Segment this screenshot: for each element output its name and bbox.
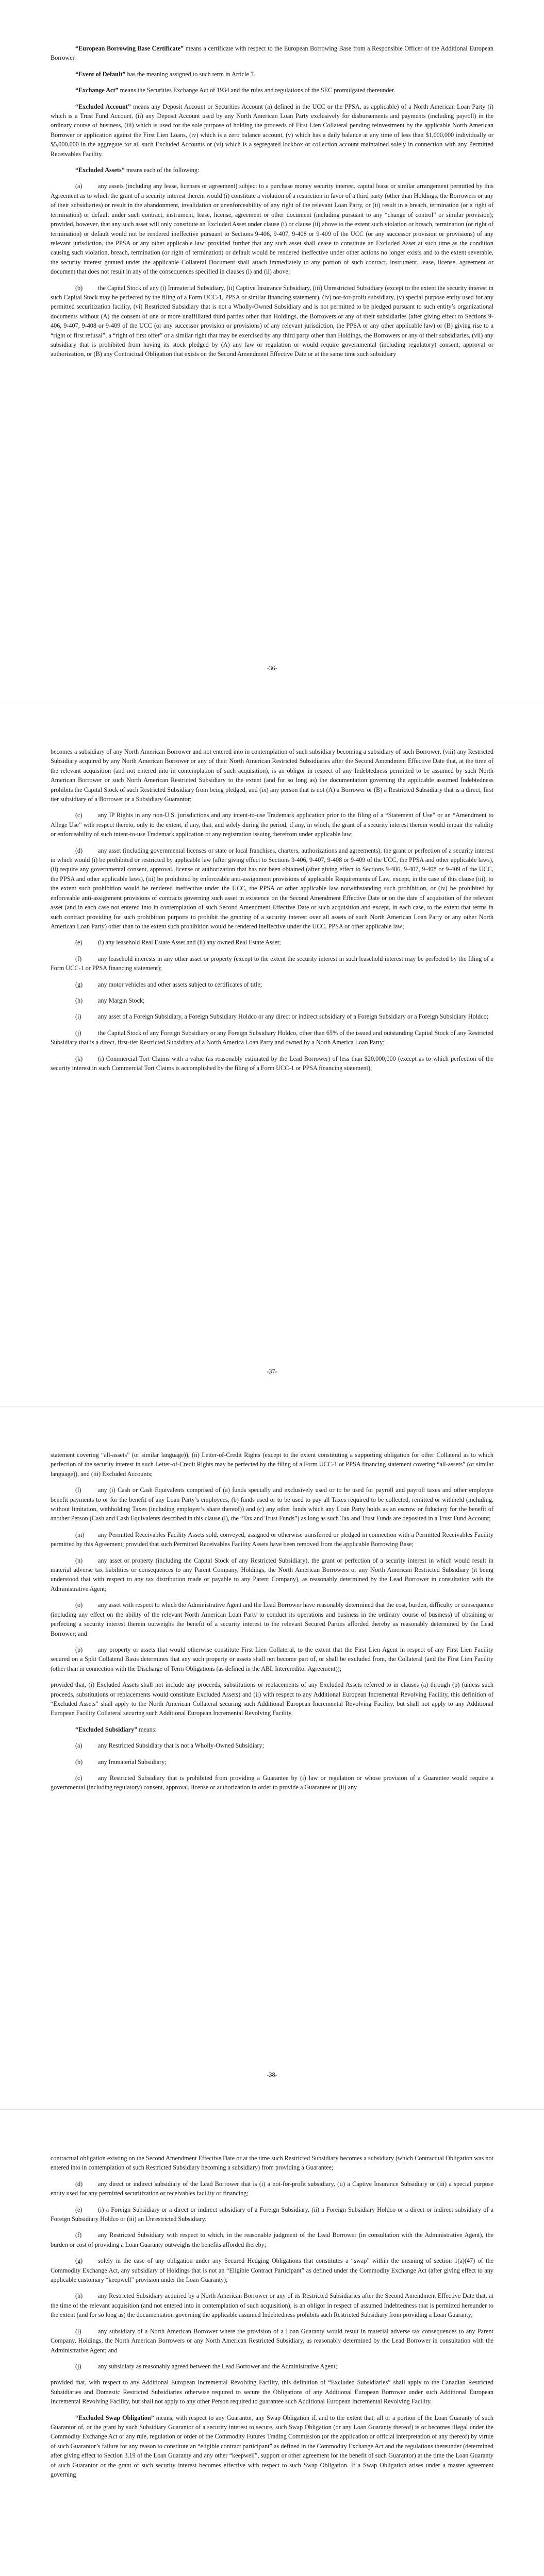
item-text: any subsidiary as reasonably agreed between the Lead Borrower and the Administrative Agent; bbox=[98, 2362, 337, 2370]
item-text: any direct or indirect subsidiary of the Lead Borrower that is (i) a not-for-profit subsidiary, (ii) a Captive Insurance Subsidiary or (iii) a special purpose entity used for any permitted securitization or receivables facility or financing; bbox=[51, 2180, 493, 2197]
item-text: any asset or property (including the Capital Stock of any Restricted Subsidiary), the grant or perfection of a security interest in which would result in material adverse tax liabilities or consequences to any Parent Company, Holdings, the North American Borrowers or any North American Restricted Subsidiary (it being understood that with respect to any tax distribution made or payable to any Parent Company), as reasonably determined by the Lead Borrower in consultation with the Administrative Agent; bbox=[51, 1556, 493, 1592]
list-item bbox=[51, 181, 493, 276]
list-item bbox=[51, 2256, 493, 2284]
item-label: (a) bbox=[75, 1742, 83, 1750]
item-text: any Immaterial Subsidiary; bbox=[98, 1758, 167, 1766]
list-item bbox=[51, 1556, 493, 1594]
item-label: (b) bbox=[75, 284, 83, 292]
paragraph-text: means a certificate with respect to the European Borrowing Base from a Responsible Officer of the Additional European Borrower. bbox=[51, 45, 493, 62]
paragraph-text: contractual obligation existing on the Second Amendment Effective Date or at the time such Restricted Subsidiary becomes a subsidiary (which Contractual Obligation was not entered into in contemplation of such Restricted Subsidiary becoming a subsidiary) from providing a Guarantee; bbox=[51, 2155, 493, 2172]
list-item bbox=[51, 1757, 493, 1767]
defined-term: “European Borrowing Base Certificate” bbox=[75, 45, 184, 52]
item-text: any IP Rights in any non-U.S. jurisdictions and any intent-to-use Trademark application prior to the filing of a “Statement of Use” or an “Amendment to Allege Use” with respect thereto, only to the extent, if any, that, and solely during the period, if any, in which, the grant of a security interest therein would impair the validity or enforceability of such intent-to-use Trademark application or any registration issuing therefrom under applicable law; bbox=[51, 811, 493, 838]
defined-term: “Excluded Subsidiary” bbox=[75, 1725, 138, 1733]
item-label: (b) bbox=[75, 1758, 83, 1766]
list-item bbox=[51, 2291, 493, 2319]
page-number: -36- bbox=[267, 665, 277, 672]
list-item bbox=[51, 283, 493, 359]
list-item bbox=[51, 2230, 493, 2249]
item-text: any Restricted Subsidiary that is not a Wholly-Owned Subsidiary; bbox=[98, 1742, 265, 1750]
list-item bbox=[51, 810, 493, 839]
paragraph-text: provided that, with respect to any Additional European Incremental Revolving Facility, this definition of “Excluded Subsidiaries” shall apply to the Canadian Restricted Subsidiaries and Domestic Restricted Subsidiaries otherwise required to secure the Obligations of any Additional European Borrower under such Additional European Incremental Revolving Facility, but shall not apply to any other Person required to guarantee such Additional European Incremental Revolving Facility. bbox=[51, 2379, 493, 2405]
item-text: any Restricted Subsidiary that is prohibited from providing a Guarantee by (i) law or regulation or whose provision of a Guarantee would require a governmental (including regulatory) consent, approval, license or authorization in order to provide a Guarantee or (ii) any bbox=[51, 1774, 493, 1791]
item-label: (f) bbox=[75, 2231, 82, 2239]
item-label: (e) bbox=[75, 939, 83, 946]
item-label: (k) bbox=[75, 1055, 83, 1062]
item-text: any property or assets that would otherwise constitute First Lien Collateral, to the extent that the First Lien Agent in respect of any First Lien Facility secured on a Split Collateral Basis determines that any such property or assets shall not become part of, or shall be excluded from, the Collateral (and the First Lien Facility (other than in connection with the Discharge of Term Obligations (as defined in the ABL Intercreditor Agreement)); bbox=[51, 1646, 493, 1672]
item-label: (g) bbox=[75, 2257, 83, 2265]
item-text: any asset of a Foreign Subsidiary, a Foreign Subsidiary Holdco or any direct or indirect subsidiary of a Foreign Subsidiary or a Foreign Subsidiary Holdco; bbox=[98, 1013, 489, 1021]
item-label: (d) bbox=[75, 2180, 83, 2188]
item-text: (i) Commercial Tort Claims with a value (as reasonably estimated by the Lead Borrower) of less than $20,000,000 (except as to which perfection of the security interest in such Commercial Tort Claims is accomplished by the filing of a Form UCC-1 or PPSA financing statement); bbox=[51, 1055, 493, 1072]
item-text: any Restricted Subsidiary with respect to which, in the reasonable judgment of the Lead Borrower (in consultation with the Administrative Agent), the burden or cost of providing a Loan Guaranty outweighs the benefits afforded thereby; bbox=[51, 2231, 493, 2248]
list-item bbox=[51, 1773, 493, 1792]
item-label: (c) bbox=[75, 811, 83, 819]
paragraph-text: means: bbox=[137, 1725, 157, 1733]
page-2 bbox=[0, 703, 544, 1406]
item-label: (d) bbox=[75, 846, 83, 854]
item-label: (e) bbox=[75, 2206, 83, 2213]
paragraph bbox=[51, 1450, 493, 1479]
definition-paragraph bbox=[51, 70, 493, 79]
item-text: (i) a Foreign Subsidiary or a direct or indirect subsidiary of a Foreign Subsidiary, (ii) a Foreign Subsidiary Holdco or a direct or indirect subsidiary of a Foreign Subsidiary Holdco or (iii) an Unrestricted Subsidiary; bbox=[51, 2206, 493, 2223]
paragraph-text: statement covering “all-assets” (or similar language)), (ii) Letter-of-Credit Rights (except to the extent constituting a supporting obligation for other Collateral as to which perfection of the security interest in such Letter-of-Credit Rights may be perfected by the filing of a Form UCC-1 or PPSA financing statement covering “all-assets” (or similar language)), and (iii) Excluded Accounts; bbox=[51, 1451, 493, 1478]
paragraph-text: means the Securities Exchange Act of 1934 and the rules and regulations of the SEC promulgated thereunder. bbox=[118, 87, 395, 94]
paragraph-text: means each of the following: bbox=[124, 166, 200, 174]
list-item bbox=[51, 2205, 493, 2224]
paragraph bbox=[51, 2154, 493, 2173]
defined-term: “Excluded Assets” bbox=[75, 166, 125, 174]
page-4-content bbox=[51, 2154, 493, 2486]
page-number: -37- bbox=[267, 1368, 277, 1375]
list-item bbox=[51, 1741, 493, 1750]
item-text: the Capital Stock of any (i) Immaterial Subsidiary, (ii) Captive Insurance Subsidiary, (iii) Unrestricted Subsidiary (except to the extent the security interest in such Capital Stock may be perfected by the filing of a Form UCC-1, PPSA or similar financing statement), (iv) not-for-profit subsidiary, (v) special purpose entity used for any permitted securitization facility, (vi) Restricted Subsidiary that is not a Wholly-Owned Subsidiary and is not permitted to be pledged pursuant to such entity’s organizational documents without (A) the consent of one or more unaffiliated third parties other than Holdings, the Borrowers or any of their subsidiaries (after giving effect to Sections 9-406, 9-407, 9-408 or 9-409 of the UCC (or any successor provision or provisions) of any relevant jurisdiction, the PPSA or any other applicable law) or (B) giving rise to a “right of first refusal”, a “right of first offer” or a similar right that may be exercised by any third party other than Holdings, the Borrowers or any of their subsidiaries, (vii) any subsidiary that is prohibited from having its stock pledged by (A) any law or regulation or would require governmental (including regulatory) consent, approval or authorization, or (B) any Contractual Obligation that exists on the Second Amendment Effective Date or at the same time such subsidiary bbox=[51, 284, 493, 358]
list-item bbox=[51, 938, 493, 947]
item-label: (j) bbox=[75, 1029, 81, 1037]
item-label: (i) bbox=[75, 1013, 81, 1021]
definition-paragraph bbox=[51, 165, 493, 175]
item-label: (f) bbox=[75, 955, 82, 962]
definition-paragraph bbox=[51, 44, 493, 63]
paragraph-text: means any Deposit Account or Securities Account (a) defined in the UCC or the PPSA, as applicable) of a North American Loan Party (i) which is a Trust Fund Account, (ii) any Deposit Account used by any North American Loan Party exclusively for disbursements and payments (including payroll) in the ordinary course of business, (iii) which is used for the sole purpose of holding the proceeds of First Lien Collateral pending reinvestment by the applicable North American Borrower or application against the First Lien Loans, (iv) which is a zero balance account, (v) which has a daily balance at any time of less than $1,000,000 individually or $5,000,000 in the aggregate for all such Excluded Accounts or (vi) which is a segregated lockbox or collection account maintained solely in connection with any Permitted Receivables Facility. bbox=[51, 103, 493, 158]
item-text: any asset with respect to which the Administrative Agent and the Lead Borrower have reasonably determined that the cost, burden, difficulty or consequence (including any effect on the ability of the relevant North American Loan Party to conduct its operations and business in the ordinary course of business) of obtaining or perfecting a security interest therein outweighs the benefit of a security interest to the relevant Secured Parties afforded thereby as reasonably determined by the Lead Borrower; and bbox=[51, 1601, 493, 1637]
page-3 bbox=[0, 1406, 544, 2110]
list-item bbox=[51, 1530, 493, 1549]
paragraph bbox=[51, 747, 493, 804]
item-text: the Capital Stock of any Foreign Subsidiary or any Foreign Subsidiary Holdco, other than 65% of the issued and outstanding Capital Stock of any Restricted Subsidiary that is a direct, first-tier Restricted Subsidiary of a North America Loan Party and owned by a North America Loan Party; bbox=[51, 1029, 493, 1046]
item-text: any assets (including any lease, licenses or agreement) subject to a purchase money security interest, capital lease or similar arrangement permitted by this Agreement as to which the grant of a security interest therein would (i) constitute a violation of a restriction in favor of a third party (other than Holdings, the Borrowers or any of their subsidiaries) or result in the abandonment, invalidation or unenforceability of any right of the relevant Loan Party, or (ii) result in a breach, termination (or a right of termination) or default under such contract, instrument, lease, license, agreement or other document (including pursuant to any “change of control” or similar provision); provided, however, that any such asset will only constitute an Excluded Asset under clause (i) or clause (ii) above to the extent such violation or breach, termination (or right of termination) or default would not be rendered ineffective pursuant to Sections 9-406, 9-407, 9-408 or 9-409 of the UCC (or any successor provision or provisions) of any relevant jurisdiction, the PPSA or any other applicable law; provided further that any such asset shall cease to constitute an Excluded Asset at such time as the condition causing such violation, breach, termination (or right of termination) or default would be rendered ineffective under other actions no longer exists and to the extent severable, the security interest granted under the applicable Collateral Document shall attach immediately to any portion of such contract, instrument, lease, license, agreement or document that does not result in any of the consequences specified in clauses (i) and (ii) above; bbox=[51, 182, 493, 276]
definition-paragraph bbox=[51, 86, 493, 95]
page-4 bbox=[0, 2110, 544, 2576]
item-text: any motor vehicles and other assets subject to certificates of title; bbox=[98, 980, 262, 988]
item-text: any Margin Stock; bbox=[98, 996, 145, 1004]
item-text: any Permitted Receivables Facility Assets sold, conveyed, assigned or otherwise transferred or pledged in connection with a Permitted Receivables Facility permitted by this Agreement; provided that such Permitted Receivables Facility Assets have been removed from the applicable Borrowing Base; bbox=[51, 1531, 493, 1548]
definition-paragraph bbox=[51, 2413, 493, 2480]
item-text: any leasehold interests in any other asset or property (except to the extent the security interest in such leasehold interest may be perfected by the filing of a Form UCC-1 or PPSA financing statement); bbox=[51, 955, 493, 972]
paragraph-text: means, with respect to any Guarantor, any Swap Obligation if, and to the extent that, all or a portion of the Loan Guaranty of such Guarantor of, or the grant by such Subsidiary Guarantor of a security interest to secure, such Swap Obligation (or any Loan Guaranty thereof) is or becomes illegal under the Commodity Exchange Act or any rule, regulation or order of the Commodity Futures Trading Commission (or the application or official interpretation of any thereof) by virtue of such Guarantor’s failure for any reason to constitute an “eligible contract participant” as defined in the Commodity Exchange Act and the regulations thereunder (determined after giving effect to Section 3.19 of the Loan Guaranty and any other “keepwell”, support or other agreement for the benefit of such Guarantor) at the time the Loan Guaranty of such Guarantor or the grant of such security interest becomes effective with respect to such Swap Obligation. If a Swap Obligation arises under a master agreement governing bbox=[51, 2414, 493, 2478]
definition-paragraph bbox=[51, 102, 493, 159]
list-item bbox=[51, 996, 493, 1005]
item-label: (m) bbox=[75, 1531, 85, 1538]
list-item bbox=[51, 1645, 493, 1673]
paragraph bbox=[51, 2378, 493, 2406]
list-item bbox=[51, 2327, 493, 2355]
page-1-content bbox=[51, 44, 493, 366]
paragraph-text: has the meaning assigned to such term in Article 7. bbox=[125, 70, 255, 78]
item-label: (c) bbox=[75, 1774, 83, 1782]
defined-term: “Exchange Act” bbox=[75, 87, 119, 94]
list-item bbox=[51, 1485, 493, 1523]
item-label: (l) bbox=[75, 1486, 81, 1494]
list-item bbox=[51, 1600, 493, 1638]
item-label: (j) bbox=[75, 2362, 81, 2370]
definition-paragraph bbox=[51, 1725, 493, 1734]
item-label: (g) bbox=[75, 980, 83, 988]
list-item bbox=[51, 1012, 493, 1021]
item-text: solely in the case of any obligation under any Secured Hedging Obligations that constitutes a “swap” within the meaning of section 1(a)(47) of the Commodity Exchange Act, any subsidiary of Holdings that is not an “Eligible Contract Participant” as defined under the Commodity Exchange Act (after giving effect to any applicable customary “keepwell” provision under the Loan Guaranty); bbox=[51, 2257, 493, 2284]
list-item bbox=[51, 954, 493, 973]
page-number: -38- bbox=[267, 2071, 277, 2078]
item-label: (h) bbox=[75, 996, 83, 1004]
item-label: (h) bbox=[75, 2292, 83, 2300]
page-3-content bbox=[51, 1450, 493, 1799]
item-label: (a) bbox=[75, 182, 83, 190]
defined-term: “Excluded Account” bbox=[75, 103, 131, 110]
item-text: any subsidiary of a North American Borrower where the provision of a Loan Guaranty would result in material adverse tax consequences to any Parent Company, Holdings, the North American Borrowers or any North American Restricted Subsidiary, as reasonably determined by the Lead Borrower in consultation with the Administrative Agent; and bbox=[51, 2327, 493, 2354]
list-item bbox=[51, 1028, 493, 1047]
list-item bbox=[51, 980, 493, 989]
item-text: any asset (including governmental licenses or state or local franchises, charters, authorizations and agreements), the grant or perfection of a security interest in which would (i) be prohibited or restricted by applicable law (after giving effect to Sections 9-406, 9-407, 9-408 or 9-409 of the UCC, the PPSA and other applicable laws), (ii) require any governmental consent, approval, license or authorization that has not been obtained (after giving effect to Sections 9-406, 9-407, 9-408 or 9-409 of the UCC, the PPSA and other applicable laws), (iii) be prohibited by enforceable anti-assignment provisions of applicable Requirements of Law, except, in the case of this clause (iii), to the extent such prohibition would be rendered ineffective under the UCC, the PPSA or other applicable law notwithstanding such prohibition, or (iv) be prohibited by enforceable anti-assignment provisions of contracts governing such asset in existence on the Second Amendment Effective Date or on the date of acquisition of the relevant asset (and in each case not entered into in contemplation of such Second Amendment Effective Date or such acquisition and except, in each case, to the extent that terms in such contract providing for such prohibition purports to prohibit the granting of a security interest over all assets of such North American Loan Party or any other North American Loan Party) other than to the extent such prohibition would be rendered ineffective under the UCC, PPSA or other applicable law; bbox=[51, 846, 493, 930]
page-2-content bbox=[51, 747, 493, 1079]
list-item bbox=[51, 2362, 493, 2371]
item-label: (o) bbox=[75, 1601, 83, 1609]
list-item bbox=[51, 1054, 493, 1073]
paragraph-text: provided that, (i) Excluded Assets shall not include any proceeds, substitutions or replacements of any Excluded Assets referred to in clauses (a) through (p) (unless such proceeds, substitutions or replacements would constitute Excluded Assets) and (ii) with respect to any Additional European Incremental Revolving Facility, this definition of “Excluded Assets” shall apply to the North American Collateral securing such Additional European Incremental Revolving Facility, but shall not apply to any Additional European Facility Collateral securing such Additional European Incremental Revolving Facility. bbox=[51, 1681, 493, 1717]
paragraph-text: becomes a subsidiary of any North American Borrower and not entered into in contemplation of such subsidiary becoming a subsidiary of such Borrower, (viii) any Restricted Subsidiary acquired by any North American Borrower or any of their North American Restricted Subsidiaries after the Second Amendment Effective Date that, at the time of the relevant acquisition (and not entered into in contemplation of such acquisition), is an obligor in respect of any Indebtedness permitted to be assumed by such North American Borrower or such North American Restricted Subsidiary to the extent (and for so long as) the documentation governing the applicable assumed Indebtedness prohibits the Capital Stock of such Restricted Subsidiary from being pledged, and (ix) any person that is not (A) a Borrower or (B) a Restricted Subsidiary that is a direct, first tier subsidiary of a Borrower or a Subsidiary Guarantor; bbox=[51, 748, 493, 803]
item-label: (i) bbox=[75, 2327, 81, 2335]
defined-term: “Event of Default” bbox=[75, 70, 126, 78]
item-label: (n) bbox=[75, 1556, 83, 1564]
item-label: (p) bbox=[75, 1646, 83, 1653]
item-text: (i) any leasehold Real Estate Asset and (ii) any owned Real Estate Asset; bbox=[98, 939, 281, 946]
page-1 bbox=[0, 0, 544, 703]
list-item bbox=[51, 2179, 493, 2198]
item-text: any Restricted Subsidiary acquired by a North American Borrower or any of its Restricted Subsidiaries after the Second Amendment Effective Date that, at the time of the relevant acquisition (and not entered into in contemplation of such acquisition), is an obligor in respect of assumed Indebtedness that is permitted hereunder to the extent (and for so long as) the documentation governing the applicable assumed Indebtedness prohibits such Restricted Subsidiary from providing a Loan Guaranty; bbox=[51, 2292, 493, 2319]
list-item bbox=[51, 846, 493, 931]
item-text: any (i) Cash or Cash Equivalents comprised of (a) funds specially and exclusively used or to be used for payroll and payroll taxes and other employee benefit payments to or for the benefit of any Loan Party’s employees, (b) funds used or to be used to pay all Taxes required to be collected, remitted or withheld (including, without limitation, withholding Taxes (including employer’s share thereof)) and (c) any other funds which any Loan Party holds as an escrow or fiduciary for the benefit of another Person (Cash and Cash Equivalents described in this clause (l), the “Tax and Trust Funds”) as long as such Tax and Trust Funds are deposited in a Trust Fund Account; bbox=[51, 1486, 493, 1522]
paragraph bbox=[51, 1680, 493, 1718]
defined-term: “Excluded Swap Obligation” bbox=[75, 2414, 154, 2421]
